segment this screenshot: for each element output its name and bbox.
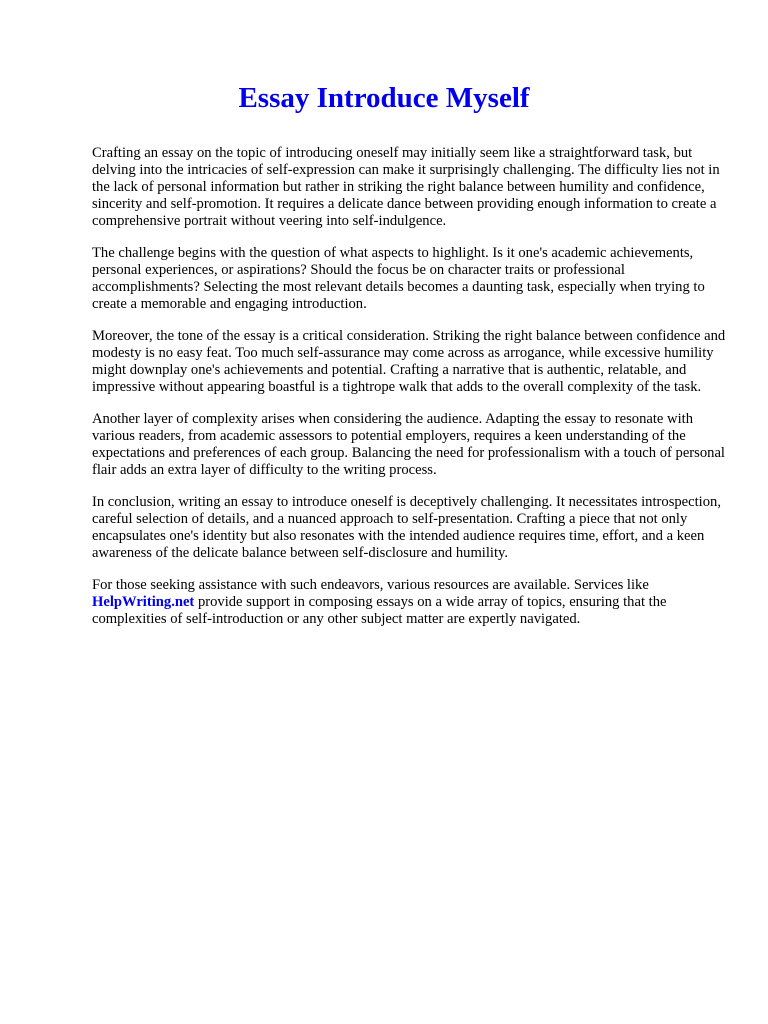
paragraph-challenge: The challenge begins with the question of what aspects to highlight. Is it one's academic achievements, personal experiences, or aspirations? Should the focus be on character traits or professional accomplishments? Selecting the most relevant details becomes a daunting task, especially when trying to create a memorable and engaging introduction. <box>92 245 705 312</box>
essay-body <box>92 145 728 643</box>
paragraph-tone: Moreover, the tone of the essay is a critical consideration. Striking the right balance between confidence and modesty is no easy feat. Too much self-assurance may come across as arrogance, while excessive humility might downplay one's achievements and potential. Crafting a narrative that is authentic, relatable, and impressive without appearing boastful is a tightrope walk that adds to the overall complexity of the task. <box>92 328 726 395</box>
page-title: Essay Introduce Myself <box>238 82 530 114</box>
helpwriting-link[interactable]: HelpWriting.net <box>92 594 195 610</box>
paragraph-intro: Crafting an essay on the topic of introducing oneself may initially seem like a straightforward task, but delving into the intricacies of self-expression can make it surprisingly challenging. The difficulty lies not in the lack of personal information but rather in striking the right balance between humility and confidence, sincerity and self-promotion. It requires a delicate dance between providing enough information to create a comprehensive portrait without veering into self-indulgence. <box>92 145 720 229</box>
paragraph-audience: Another layer of complexity arises when considering the audience. Adapting the essay to resonate with various readers, from academic assessors to potential employers, requires a keen understanding of the expectations and preferences of each group. Balancing the need for professionalism with a touch of personal flair adds an extra layer of difficulty to the writing process. <box>92 411 725 478</box>
paragraph-conclusion: In conclusion, writing an essay to introduce oneself is deceptively challenging. It necessitates introspection, careful selection of details, and a nuanced approach to self-presentation. Crafting a piece that not only encapsulates one's identity but also resonates with the intended audience requires time, effort, and a keen awareness of the delicate balance between self-disclosure and humility. <box>92 494 721 561</box>
closing-text-before-link: For those seeking assistance with such endeavors, various resources are available. Services like <box>92 577 649 593</box>
paragraph-closing <box>92 577 728 628</box>
closing-text-after-link: provide support in composing essays on a wide array of topics, ensuring that the complexities of self-introduction or any other subject matter are expertly navigated. <box>92 594 667 627</box>
